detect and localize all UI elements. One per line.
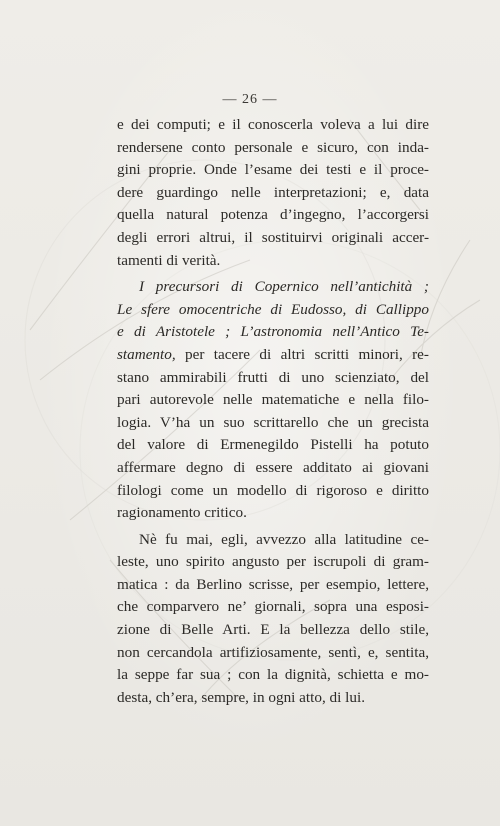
text-line — [117, 299, 429, 322]
text-line: zione di Belle Arti. E la bellezza dello stile, — [117, 621, 429, 639]
text-line: che comparvero ne’ giornali, sopra una esposi- — [117, 598, 429, 616]
text-line: non cercandola artifiziosamente, sentì, e, sentita, — [117, 643, 429, 661]
text-line: matica : da Berlino scrisse, per esempio, lettere, — [117, 575, 429, 593]
text-line: la seppe far sua ; con la dignità, schietta e mo- — [117, 666, 429, 684]
text-line: stano ammirabili frutti di uno scienziato, del — [117, 368, 429, 386]
text-line: quella natural potenza d’ingegno, l’accorgersi — [117, 206, 429, 224]
text-line: tamenti di verità. — [117, 251, 221, 269]
text-line: logia. V’ha un suo scrittarello che un grecista — [117, 413, 429, 431]
text-line: desta, ch’era, sempre, in ogni atto, di lui. — [117, 688, 365, 706]
text-line: affermare degno di essere additato ai giovani — [117, 458, 429, 476]
text-line: ragionamento critico. — [117, 504, 247, 522]
text-line: gini proprie. Onde l’esame dei testi e il proce- — [117, 161, 429, 179]
text-line: pari autorevole nelle matematiche e nella filo- — [117, 391, 429, 409]
italic-title: e di Aristotele ; L’astronomia nell’Antico Te- — [117, 323, 429, 341]
text-line: e dei computi; e il conoscerla voleva a lui dire — [117, 116, 429, 133]
text-line — [117, 321, 429, 344]
text-line: degli errori altrui, il sostituirvi originali accer- — [117, 228, 429, 246]
body-text — [117, 114, 429, 709]
text-line: leste, uno spirito angusto per iscrupoli di gram- — [117, 553, 429, 571]
text-line — [117, 276, 429, 299]
text-line: dere guardingo nelle interpretazioni; e, data — [117, 183, 429, 201]
text-line: rendersene conto personale e sicuro, con inda- — [117, 138, 429, 156]
page-number: — 26 — — [222, 92, 278, 107]
text-line: filologi come un modello di rigoroso e diritto — [117, 481, 429, 499]
italic-title: I precursori di Copernico nell’antichità ; — [139, 278, 429, 296]
text-line: Nè fu mai, egli, avvezzo alla latitudine ce- — [139, 530, 429, 548]
italic-title: stamento, — [117, 345, 176, 363]
text-line — [117, 344, 429, 367]
text-line: del valore di Ermenegildo Pistelli ha potuto — [117, 436, 429, 454]
italic-title: Le sfere omocentriche di Eudosso, di Callippo — [117, 300, 429, 318]
text-run: per tacere di altri scritti minori, re- — [175, 345, 429, 363]
